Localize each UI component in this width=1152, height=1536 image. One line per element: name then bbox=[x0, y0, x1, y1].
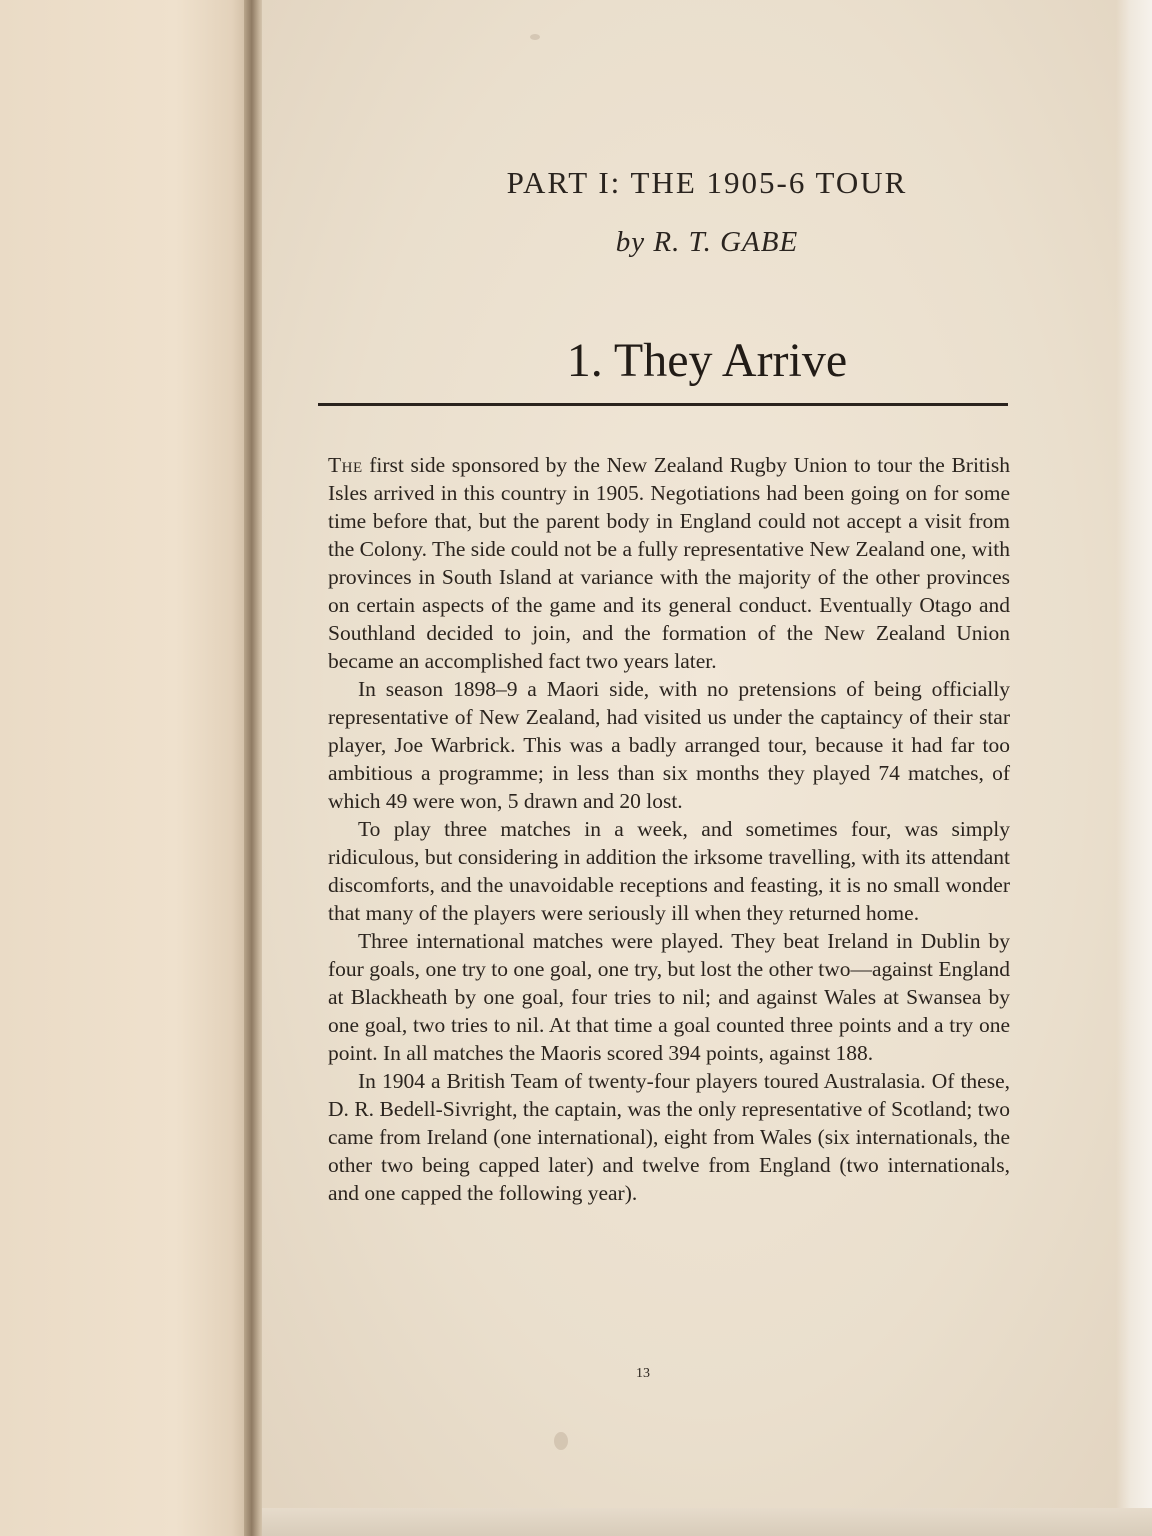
page-bottom-edge bbox=[262, 1508, 1152, 1536]
paragraph: In 1904 a British Team of twenty-four players toured Australasia. Of these, D. R. Bedell-Sivright, the captain, was the only representative of Scotland; two came from Ireland (one international), eight from Wales (six internationals, the other two being capped later) and twelve from England (two internationals, and one capped the following year). bbox=[328, 1069, 1010, 1205]
paper-stain bbox=[530, 34, 540, 40]
chapter-rule bbox=[318, 403, 1008, 406]
chapter-heading: 1. They Arrive bbox=[566, 334, 848, 387]
paragraph bbox=[328, 451, 1010, 675]
body-text bbox=[328, 451, 1010, 1207]
paragraph: In season 1898–9 a Maori side, with no pretensions of being officially representative of New Zealand, had visited us under the captaincy of their star player, Joe Warbrick. This was a badly arranged tour, because it had far too ambitious a programme; in less than six months they played 74 matches, of which 49 were won, 5 drawn and 20 lost. bbox=[328, 677, 1010, 813]
previous-page-edge bbox=[0, 0, 252, 1536]
paper-stain bbox=[554, 1432, 568, 1450]
page-number: 13 bbox=[636, 1366, 650, 1381]
author-line: by R. T. GABE bbox=[615, 226, 799, 258]
paragraph-lead-word: The bbox=[328, 453, 363, 477]
paragraph-text: first side sponsored by the New Zealand Rugby Union to tour the British Isles arrived in this country in 1905. Negotiations had been going on for some time before that, but the parent body in England could not accept a visit from the Colony. The side could not be a fully representative New Zealand one, with provinces in South Island at variance with the majority of the other provinces on certain aspects of the game and its general conduct. Eventually Otago and Southland decided to join, and the formation of the New Zealand Union became an accomplished fact two years later. bbox=[328, 453, 1010, 673]
part-heading: PART I: THE 1905-6 TOUR bbox=[506, 165, 908, 200]
paragraph: To play three matches in a week, and sometimes four, was simply ridiculous, but considering in addition the irksome travelling, with its attendant discomforts, and the unavoidable receptions and feasting, it is no small wonder that many of the players were seriously ill when they returned home. bbox=[328, 817, 1010, 925]
paragraph: Three international matches were played. They beat Ireland in Dublin by four goals, one try to one goal, one try, but lost the other two—against England at Blackheath by one goal, four tries to nil; and against Wales at Swansea by one goal, two tries to nil. At that time a goal counted three points and a try one point. In all matches the Maoris scored 394 points, against 188. bbox=[328, 929, 1010, 1065]
